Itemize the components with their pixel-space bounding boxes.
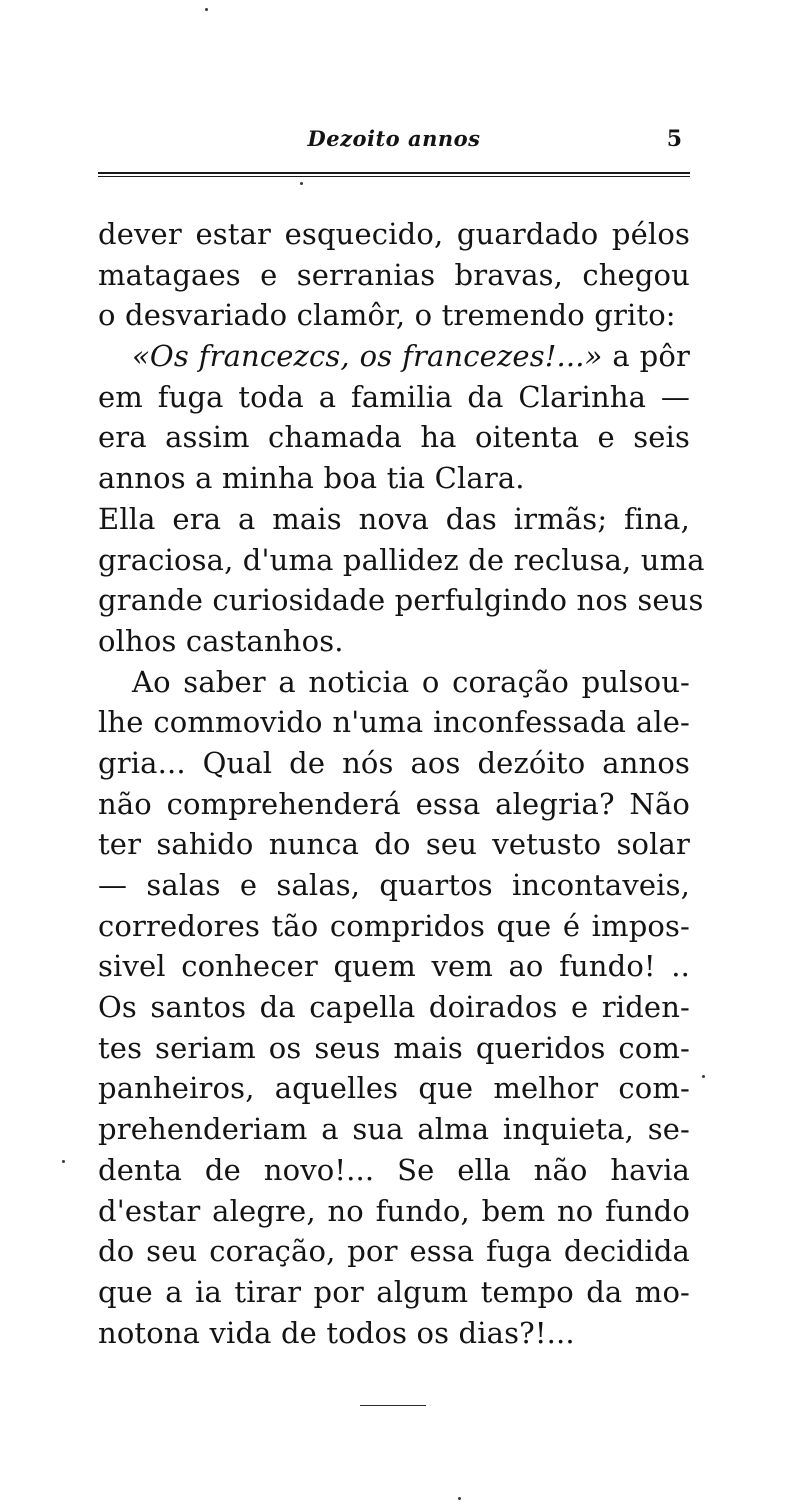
text-line-16: ter sahido nunca do seu vetusto solar	[98, 827, 690, 862]
header-double-rule	[98, 172, 690, 177]
text-line-19: sivel conhecer quem vem ao fundo! ..	[98, 949, 690, 984]
text-line-13: lhe commovido n'uma inconfessada ale-	[98, 705, 690, 740]
text-line-20: Os santos da capella doirados e riden-	[98, 990, 690, 1025]
running-title: Dezoito annos	[307, 126, 481, 151]
text-line-14: gria... Qual de nós aos dezóito annos	[98, 745, 690, 780]
text-line-21: tes seriam os seus mais queridos com-	[98, 1030, 690, 1065]
text-line-15: não comprehenderá essa alegria? Não	[98, 786, 690, 821]
text-line-6: era assim chamada ha oitenta e seis	[98, 420, 690, 455]
text-line-26: do seu coração, por essa fuga decidida	[98, 1234, 690, 1269]
paper-speck	[300, 182, 303, 185]
body-text	[98, 214, 705, 1353]
text-line-4	[98, 336, 690, 377]
page-number: 5	[666, 126, 682, 152]
paper-speck	[702, 1075, 705, 1078]
paper-speck	[62, 1160, 65, 1163]
running-header	[98, 126, 690, 162]
end-ornament-rule	[360, 1405, 426, 1406]
text-line-11: olhos castanhos.	[98, 623, 344, 658]
text-line-1: dever estar esquecido, guardado pélos	[98, 217, 690, 251]
text-line-17: — salas e salas, quartos incontaveis,	[98, 868, 690, 902]
text-line-3: o desvariado clamôr, o tremendo grito:	[98, 298, 676, 333]
paper-speck	[205, 8, 208, 11]
text-line-22: panheiros, aquelles que melhor com-	[98, 1071, 690, 1106]
text-line-5: em fuga toda a familia da Clarinha —	[98, 379, 690, 414]
text-line-25: d'estar alegre, no fundo, bem no fundo	[98, 1193, 690, 1228]
text-line-4-italic: «Os francezcs, os francezes!...»	[132, 339, 603, 374]
text-line-10: grande curiosidade perfulgindo nos seus	[98, 583, 704, 618]
text-line-7: annos a minha boa tia Clara.	[98, 461, 525, 496]
text-line-2: matagaes e serranias bravas, chegou	[98, 257, 690, 292]
text-line-24: denta de novo!... Se ella não havia	[98, 1152, 690, 1187]
text-line-27: que a ia tirar por algum tempo da mo-	[98, 1274, 690, 1309]
text-line-12: Ao saber a noticia o coração pulsou-	[132, 664, 690, 699]
text-line-8: Ella era a mais nova das irmãs; fina,	[98, 501, 690, 536]
text-line-23: prehenderiam a sua alma inquieta, se-	[98, 1112, 690, 1147]
text-line-9: graciosa, d'uma pallidez de reclusa, uma	[98, 542, 705, 577]
text-line-4-roman: a pôr	[602, 339, 690, 374]
text-line-28: notona vida de todos os dias?!...	[98, 1315, 575, 1350]
paper-speck	[458, 1497, 461, 1500]
text-line-18: corredores tão compridos que é impos-	[98, 908, 690, 943]
